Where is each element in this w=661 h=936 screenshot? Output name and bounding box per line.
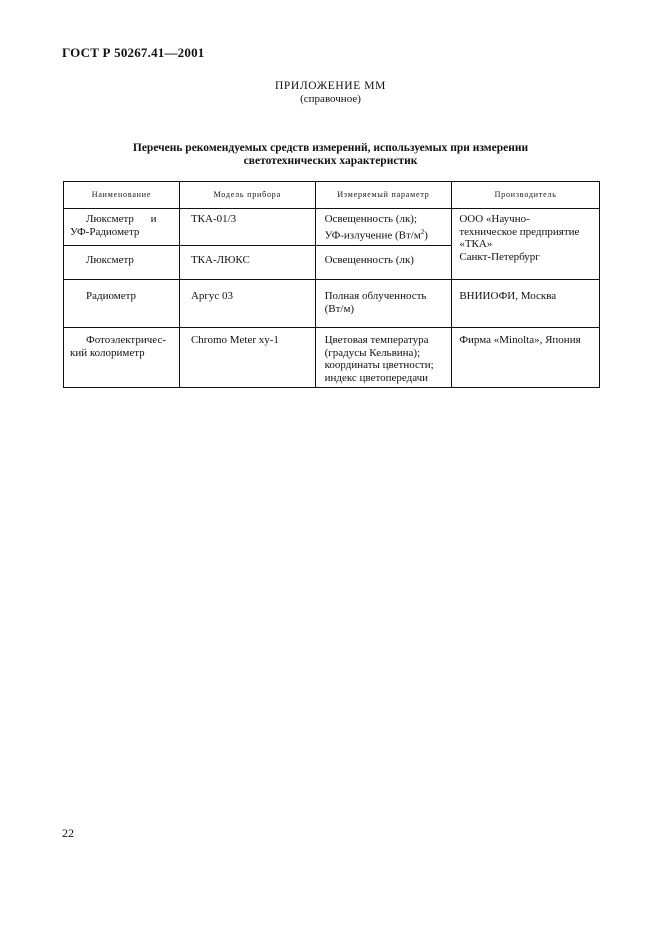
cell-model: ТКА-ЛЮКС — [179, 246, 315, 280]
cell-model: Chromo Meter xy-1 — [179, 328, 315, 388]
cell-text-fragment: УФ-излучение (Вт/м — [324, 229, 421, 242]
column-header-manufacturer: Производитель — [452, 182, 600, 209]
appendix-subtitle: (справочное) — [300, 93, 361, 105]
cell-parameter — [315, 209, 452, 246]
cell-text-fragment: ) — [424, 229, 428, 242]
column-header-name: Наименование — [64, 182, 180, 209]
cell-text-line: кий колориметр — [70, 346, 145, 359]
table-row — [64, 280, 600, 328]
cell-parameter: Освещенность (лк) — [315, 246, 452, 280]
cell-text-line: Люксметр и — [86, 213, 157, 225]
cell-text-line: (градусы Кельвина); — [324, 346, 421, 359]
cell-text-line: Фотоэлектричес- — [86, 334, 166, 346]
table-caption — [100, 142, 561, 168]
cell-text-line — [325, 226, 446, 242]
cell-text-line: техническое предприятие — [459, 225, 580, 238]
cell-text-line: координаты цветности; — [324, 359, 434, 371]
page-number: 22 — [62, 826, 74, 840]
column-header-model: Модель прибора — [179, 182, 315, 209]
cell-text-line: индекс цветопередачи — [324, 371, 429, 384]
cell-text-line: Санкт-Петербург — [459, 250, 540, 263]
document-header: ГОСТ Р 50267.41—2001 — [62, 45, 205, 60]
cell-name: Радиометр — [64, 280, 180, 328]
cell-name — [64, 209, 180, 246]
cell-model: Аргус 03 — [179, 280, 315, 328]
cell-text-line: УФ-Радиометр — [70, 225, 140, 238]
cell-model: ТКА-01/3 — [179, 209, 315, 246]
cell-parameter — [315, 328, 452, 388]
appendix-title: ПРИЛОЖЕНИЕ ММ — [275, 80, 386, 92]
cell-manufacturer: Фирма «Minolta», Япония — [452, 328, 600, 388]
table-row — [64, 209, 600, 246]
table-row — [64, 328, 600, 388]
cell-text-line: Цветовая температура — [324, 334, 429, 346]
cell-text-line: Полная облученность — [324, 290, 427, 302]
column-header-parameter: Измеряемый параметр — [315, 182, 452, 209]
superscript: 2 — [420, 227, 425, 236]
cell-manufacturer — [452, 209, 600, 280]
cell-manufacturer: ВНИИОФИ, Москва — [452, 280, 600, 328]
cell-name: Люксметр — [64, 246, 180, 280]
table-caption-line-2: светотехнических характеристик — [243, 155, 418, 167]
instruments-table — [63, 181, 600, 388]
cell-text-line: «ТКА» — [459, 238, 493, 250]
cell-name — [64, 328, 180, 388]
cell-text-line: ООО «Научно- — [459, 213, 530, 225]
table-header-row — [64, 182, 600, 209]
table-caption-line-1: Перечень рекомендуемых средств измерений, используемых при измерении — [132, 142, 529, 154]
cell-text-line: (Вт/м) — [324, 302, 355, 315]
cell-parameter — [315, 280, 452, 328]
cell-text-line: Освещенность (лк); — [324, 213, 418, 225]
